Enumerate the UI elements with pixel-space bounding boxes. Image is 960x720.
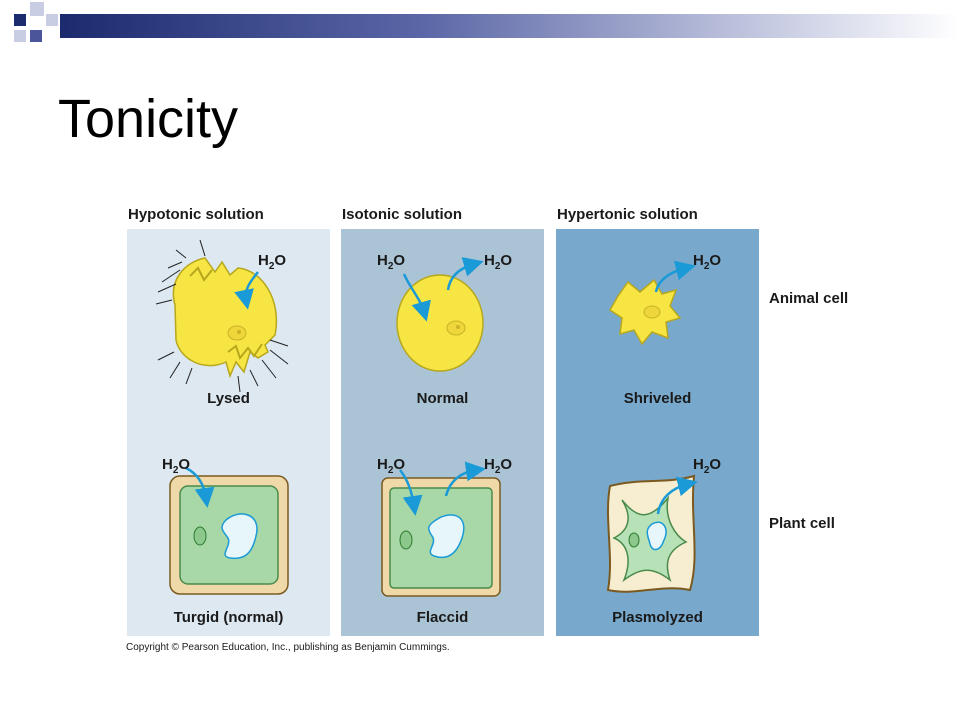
caption-lysed: Lysed [207,390,250,407]
heading-hypertonic: Hypertonic solution [557,206,698,223]
h2o-label-normal-out: $H_2O$ [484,252,513,272]
h2o-label-plasmolyzed: $H_2O$ [693,456,722,476]
caption-turgid: Turgid (normal) [173,609,284,626]
h2o-label-flaccid-out: $H_2O$ [484,456,513,476]
flaccid-plant-cell [382,470,500,596]
normal-animal-cell [397,264,483,371]
turgid-plant-cell [170,468,288,594]
h2o-label-flaccid-in: $H_2O$ [377,456,406,476]
caption-shriveled: Shriveled [623,390,692,407]
copyright-note: Copyright © Pearson Education, Inc., publishing as Benjamin Cummings. [126,642,450,653]
shriveled-animal-cell [610,268,686,344]
h2o-label-normal-in: $H_2O$ [377,252,406,272]
h2o-label-shriveled: $H_2O$ [693,252,722,272]
caption-flaccid: Flaccid [416,609,469,626]
heading-isotonic: Isotonic solution [342,206,462,223]
plasmolyzed-plant-cell [608,476,695,592]
h2o-label-turgid: $H_2O$ [162,456,191,476]
caption-normal: Normal [416,390,469,407]
caption-plasmolyzed: Plasmolyzed [612,609,703,626]
row-label-animal: Animal cell [769,290,849,307]
h2o-label-lysed: $H_2O$ [258,252,287,272]
row-label-plant: Plant cell [769,515,835,532]
slide-title: Tonicity [58,89,239,149]
heading-hypotonic: Hypotonic solution [128,206,264,223]
